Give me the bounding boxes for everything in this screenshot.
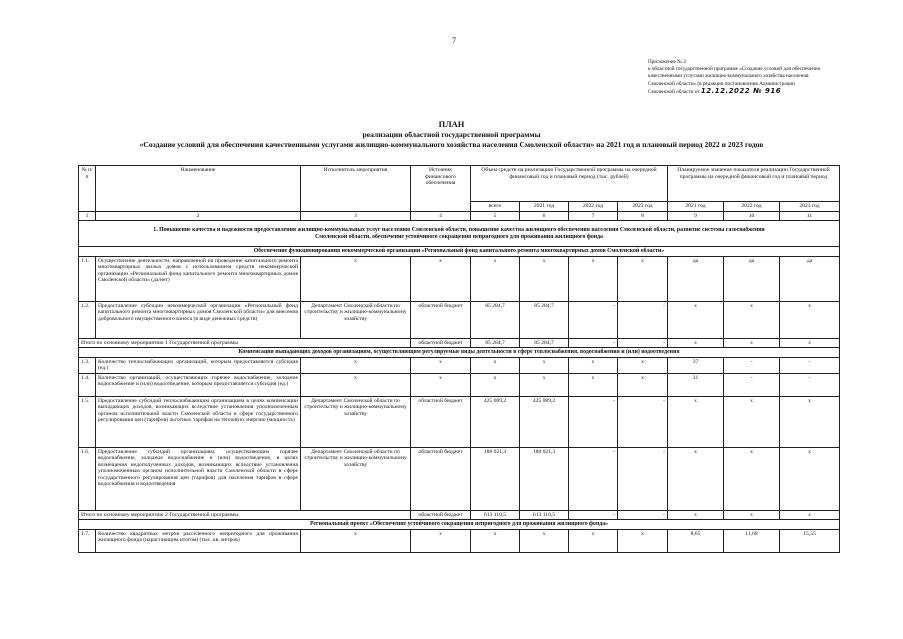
row-source: х <box>411 256 471 301</box>
appendix-line: качественными услугами жилищно-коммунального хозяйства населения <box>648 73 809 80</box>
row-2023: - <box>618 301 668 338</box>
row-ind-2021: 31 <box>668 373 724 396</box>
appendix-line: Приложение № 2 <box>648 59 686 65</box>
row-ind-2021: х <box>668 396 724 447</box>
subsection-heading: Региональный проект «Обеспечение устойчивого сокращения непригодного для проживания жилищного фонда» <box>79 520 840 530</box>
table-row <box>79 301 840 338</box>
total-2022: - <box>569 510 618 520</box>
row-2023: х <box>618 357 668 373</box>
total-ind-2022: х <box>724 510 780 520</box>
total-ind-2021: х <box>668 510 724 520</box>
doc-title: ПЛАН <box>438 119 465 129</box>
row-num: 1.4. <box>79 373 96 396</box>
total-2021: 613 110,5 <box>520 510 569 520</box>
row-2023: - <box>618 447 668 510</box>
doc-subtitle: реализации областной государственной программы <box>362 130 541 139</box>
header-indicator: Планируемое значение показателя реализации Государственной программы на очередной финансовый год и плановый период <box>668 166 840 202</box>
row-source: областной бюджет <box>411 396 471 447</box>
col-number: 6 <box>520 211 569 221</box>
row-source: х <box>411 529 471 552</box>
header-name: Наименование <box>96 166 301 212</box>
total-2023: - <box>618 338 668 348</box>
subsection-row <box>79 520 840 530</box>
header-num: № п/п <box>79 166 96 212</box>
row-ind-2023: - <box>780 357 840 373</box>
header-total: всего <box>471 202 520 212</box>
row-ind-2023: х <box>780 396 840 447</box>
row-2022: х <box>569 256 618 301</box>
row-name: Предоставление субсидий организациям, осуществляющим горячее водоснабжение, холодное водоснабжение и (или) водоотведение, в целях возмещения недополученных доходов, возникающих вследствие установления уполномоченным органом исполнительной власти Смоленской области в сфере государственного регулирования цен (тарифов) для населения тарифов в сфере водоснабжения и водоотведения <box>96 447 301 510</box>
row-2023: х <box>618 256 668 301</box>
row-name: Предоставление субсидии некоммерческой организации «Региональный фонд капитального ремонта многоквартирных домов Смоленской области» для внесения добровольного имущественного взноса (в виде денежных средств) <box>96 301 301 338</box>
row-total: х <box>471 256 520 301</box>
row-name: Количество теплоснабжающих организаций, которым предоставляется субсидия (ед.) <box>96 357 301 373</box>
row-total: 85 284,7 <box>471 301 520 338</box>
total-ind-2023: х <box>780 510 840 520</box>
row-ind-2022: - <box>724 357 780 373</box>
header-year: 2021 год <box>520 202 569 212</box>
row-total: 425 089,2 <box>471 396 520 447</box>
row-2021: 188 021,3 <box>520 447 569 510</box>
row-total: х <box>471 357 520 373</box>
row-name: Количество квадратных метров расселенного непригодного для проживания жилищного фонда (нарастающим итогом) (тыс. кв. метров) <box>96 529 301 552</box>
row-2022: х <box>569 357 618 373</box>
row-ind-2023: да <box>780 256 840 301</box>
row-2021: х <box>520 357 569 373</box>
row-name: Осуществление деятельности, направленной на проведение капитального ремонта многоквартирных жилых домов с использованием средств некоммерческой организации «Региональный фонд капитального ремонта многоквартирных домов Смоленской области» (да/нет) <box>96 256 301 301</box>
row-num: 1.2. <box>79 301 96 338</box>
col-number: 8 <box>618 211 668 221</box>
row-2023: - <box>618 396 668 447</box>
total-total: 613 110,5 <box>471 510 520 520</box>
program-name: «Создание условий для обеспечения качественными услугами жилищно-коммунального хозяйства населения Смоленской области» на 2021 год и плановый период 2022 и 2023 годов <box>139 140 764 149</box>
total-source: областной бюджет <box>411 338 471 348</box>
header-year: 2022 год <box>724 202 780 212</box>
table-row <box>79 529 840 552</box>
row-2021: 425 089,2 <box>520 396 569 447</box>
header-year: 2022 год <box>569 202 618 212</box>
total-row <box>79 510 840 520</box>
row-2022: х <box>569 373 618 396</box>
total-ind-2021: х <box>668 338 724 348</box>
row-ind-2023: - <box>780 373 840 396</box>
handwritten-date: 12.12.2022 № 916 <box>700 86 782 95</box>
row-num: 1.6. <box>79 447 96 510</box>
appendix-note <box>648 59 858 96</box>
total-label: Итого по основному мероприятию 1 Государственной программы <box>79 338 411 348</box>
row-ind-2022: 11,68 <box>724 529 780 552</box>
row-source: х <box>411 373 471 396</box>
appendix-last-line: Смоленской области от <box>648 88 700 95</box>
page-number: 7 <box>452 36 456 45</box>
table-row <box>79 256 840 301</box>
row-executor: х <box>301 529 411 552</box>
table-row <box>79 396 840 447</box>
header-year: 2021 год <box>668 202 724 212</box>
row-executor: х <box>301 357 411 373</box>
section-row <box>79 221 840 247</box>
row-2022: - <box>569 447 618 510</box>
header-row <box>79 166 840 202</box>
table-row <box>79 357 840 373</box>
total-source: областной бюджет <box>411 510 471 520</box>
header-executor: Исполнитель мероприятия <box>301 166 411 212</box>
row-ind-2022: х <box>724 301 780 338</box>
subsection-heading: Компенсация выпадающих доходов организациям, осуществляющим регулируемые виды деятельности в сфере теплоснабжения, водоснабжения и (или) водоотведения <box>79 348 840 358</box>
row-total: 188 021,3 <box>471 447 520 510</box>
column-numbers-row <box>79 211 840 221</box>
row-ind-2022: да <box>724 256 780 301</box>
row-executor: Департамент Смоленской области по строительству и жилищно-коммунальному хозяйству <box>301 396 411 447</box>
row-ind-2023: х <box>780 301 840 338</box>
col-number: 11 <box>780 211 840 221</box>
row-2021: х <box>520 529 569 552</box>
row-source: х <box>411 357 471 373</box>
row-executor: Департамент Смоленской области по строительству и жилищно-коммунальному хозяйству <box>301 301 411 338</box>
row-ind-2022: х <box>724 447 780 510</box>
col-number: 2 <box>96 211 301 221</box>
total-ind-2022: х <box>724 338 780 348</box>
row-ind-2022: - <box>724 373 780 396</box>
subsection-heading: Обеспечение функционирования некоммерческой организации «Региональный фонд капитального ремонта многоквартирных домов Смоленской области» <box>79 247 840 257</box>
total-2023: - <box>618 510 668 520</box>
row-num: 1.7. <box>79 529 96 552</box>
row-ind-2023: 15,55 <box>780 529 840 552</box>
section-heading: 1. Повышение качества и надежности предоставления жилищно-коммунальных услуг населению Смоленской области, повышение качества жилищного обеспечения населения Смоленской области, развитие системы газоснабжения Смоленской области, обеспечение устойчивого сокращения непригодного для проживания жилищного фонда <box>79 221 840 247</box>
appendix-line <box>648 88 858 96</box>
table-row <box>79 373 840 396</box>
row-ind-2021: 37 <box>668 357 724 373</box>
total-2022: - <box>569 338 618 348</box>
row-source: областной бюджет <box>411 301 471 338</box>
header-source: Источник финансового обеспечения <box>411 166 471 212</box>
total-label: Итого по основному мероприятию 2 Государственной программы <box>79 510 411 520</box>
row-2021: х <box>520 256 569 301</box>
row-total: х <box>471 529 520 552</box>
col-number: 7 <box>569 211 618 221</box>
row-2022: - <box>569 301 618 338</box>
row-ind-2021: да <box>668 256 724 301</box>
total-row <box>79 338 840 348</box>
subsection-row <box>79 247 840 257</box>
row-2023: х <box>618 529 668 552</box>
row-2021: 85 284,7 <box>520 301 569 338</box>
total-2021: 85 284,7 <box>520 338 569 348</box>
row-ind-2021: 8,65 <box>668 529 724 552</box>
header-year: 2023 год <box>780 202 840 212</box>
row-executor: Департамент Смоленской области по строительству и жилищно-коммунальному хозяйству <box>301 447 411 510</box>
appendix-line: Смоленской области» (в редакции постановления Администрации <box>648 80 795 87</box>
header-year: 2023 год <box>618 202 668 212</box>
row-num: 1.3. <box>79 357 96 373</box>
total-ind-2023: х <box>780 338 840 348</box>
row-num: 1.5. <box>79 396 96 447</box>
header-funds: Объем средств на реализацию Государственной программы на очередной финансовый год и плановый период (тыс. рублей) <box>471 166 668 202</box>
row-name: Количество организаций, осуществляющих горячее водоснабжение, холодное водоснабжение и (или) водоотведение, которым предоставляется субсидия (ед.) <box>96 373 301 396</box>
appendix-line: к областной государственной программе «Создание условий для обеспечения <box>648 66 820 73</box>
row-total: х <box>471 373 520 396</box>
row-ind-2021: х <box>668 447 724 510</box>
row-num: 1.1. <box>79 256 96 301</box>
row-source: областной бюджет <box>411 447 471 510</box>
row-2021: х <box>520 373 569 396</box>
row-executor: х <box>301 373 411 396</box>
row-2023: х <box>618 373 668 396</box>
row-ind-2022: х <box>724 396 780 447</box>
row-2022: х <box>569 529 618 552</box>
total-total: 85 284,7 <box>471 338 520 348</box>
row-name: Предоставление субсидий теплоснабжающим организациям в целях компенсации выпадающих доходов, возникающих вследствие установления уполномоченным органом исполнительной власти Смоленской области в сфере государственного регулирования цен (тарифов) льготных тарифов на тепловую энергию (мощность) <box>96 396 301 447</box>
subsection-row <box>79 348 840 358</box>
col-number: 9 <box>668 211 724 221</box>
plan-table <box>78 165 840 553</box>
row-2022: - <box>569 396 618 447</box>
table-row <box>79 447 840 510</box>
col-number: 5 <box>471 211 520 221</box>
col-number: 4 <box>411 211 471 221</box>
col-number: 1 <box>79 211 96 221</box>
col-number: 3 <box>301 211 411 221</box>
row-executor: х <box>301 256 411 301</box>
row-ind-2021: х <box>668 301 724 338</box>
col-number: 10 <box>724 211 780 221</box>
row-ind-2023: х <box>780 447 840 510</box>
